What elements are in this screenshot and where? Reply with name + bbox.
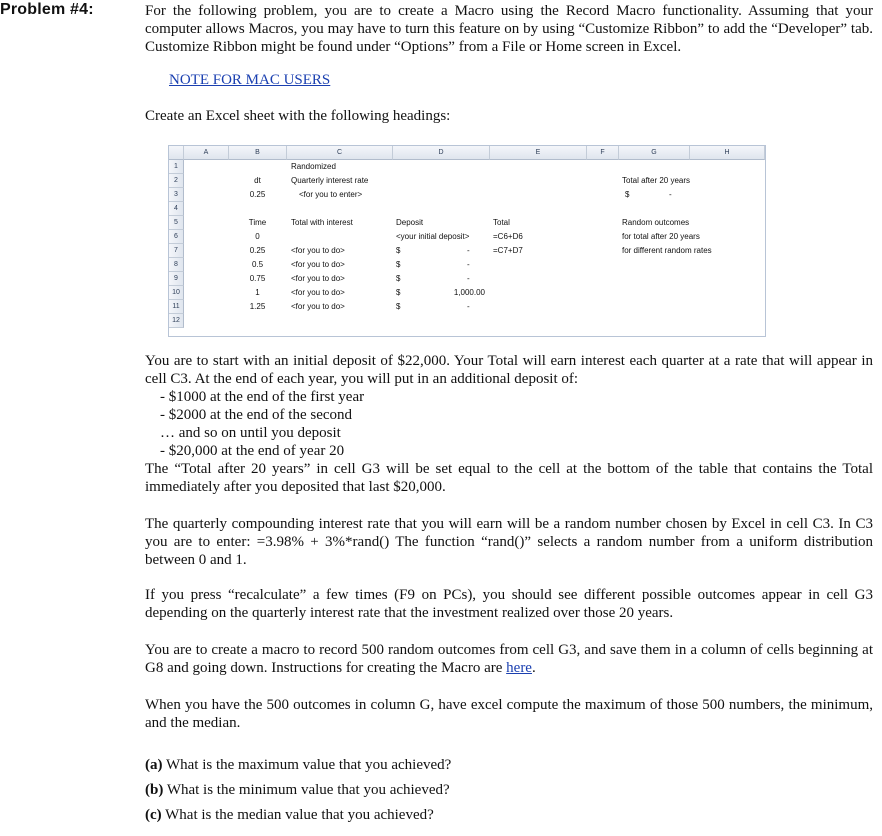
- cell-g2: Total after 20 years: [622, 176, 691, 185]
- cell-b5: Time: [248, 218, 267, 227]
- row-header: 11: [169, 300, 184, 314]
- paragraph-macro-instructions: [145, 641, 873, 677]
- question-b-text: What is the minimum value that you achieved?: [163, 782, 450, 798]
- cell-d6: <your initial deposit>: [396, 232, 470, 241]
- paragraph-interest-rate: The quarterly compounding interest rate that you will earn will be a random number chosen by Excel in cell C3. In C3 you are to enter: =3.98% + 3%*rand() The function “rand()” selects a random number from a uniform distribution between 0 and 1.: [145, 516, 873, 568]
- cell-b10: 1: [255, 288, 260, 297]
- note-for-mac-link-text[interactable]: NOTE FOR MAC USERS: [169, 72, 331, 88]
- here-link[interactable]: here: [506, 660, 532, 676]
- question-c-text: What is the median value that you achieved?: [161, 807, 434, 823]
- paragraph-compute-stats: When you have the 500 outcomes in column G, have excel compute the maximum of those 500 numbers, the minimum, and the median.: [145, 697, 873, 731]
- cell-b6: 0: [255, 232, 260, 241]
- cell-b8: 0.5: [251, 260, 264, 269]
- column-header-g: G: [619, 146, 690, 160]
- column-header-a: A: [184, 146, 229, 160]
- row-header: 12: [169, 314, 184, 328]
- cell-b2: dt: [254, 176, 261, 185]
- cell-d8-value: -: [467, 260, 470, 269]
- row-header: 5: [169, 216, 184, 230]
- excel-sheet-screenshot: [168, 145, 766, 337]
- cell-g6: for total after 20 years: [622, 232, 700, 241]
- row-header: 2: [169, 174, 184, 188]
- cell-b7: 0.25: [249, 246, 266, 255]
- column-header-f: F: [587, 146, 619, 160]
- sheet-corner: [169, 146, 184, 160]
- cell-c1: Randomized: [291, 162, 336, 171]
- question-b-label: (b): [145, 782, 164, 798]
- intro-paragraph: For the following problem, you are to create a Macro using the Record Macro functionality. Assuming that your computer allows Macros, you may have to turn this feature on by using “Customize Ribbon” to add the “Developer” tab. Customize Ribbon might be found under “Options” from a File or Home screen in Excel.: [145, 3, 873, 55]
- column-header-d: D: [393, 146, 490, 160]
- paragraph-total-after-20: The “Total after 20 years” in cell G3 will be set equal to the cell at the bottom of the table that contains the Total immediately after you deposited that last $20,000.: [145, 461, 873, 495]
- question-c: [145, 806, 434, 824]
- cell-d10-currency: $: [396, 288, 401, 297]
- cell-e7: =C7+D7: [493, 246, 523, 255]
- row-header: 10: [169, 286, 184, 300]
- paragraph-initial-deposit: You are to start with an initial deposit of $22,000. Your Total will earn interest each quarter at a rate that will appear in cell C3. At the end of each year, you will put in an additional deposit of:: [145, 353, 873, 387]
- row-header: 1: [169, 160, 184, 174]
- cell-d7-value: -: [467, 246, 470, 255]
- row-header: 3: [169, 188, 184, 202]
- column-header-b: B: [229, 146, 287, 160]
- cell-e5: Total: [493, 218, 510, 227]
- cell-g3-value: -: [669, 190, 672, 199]
- row-header: 4: [169, 202, 184, 216]
- cell-c8: <for you to do>: [291, 260, 345, 269]
- column-header-e: E: [490, 146, 587, 160]
- cell-d9-currency: $: [396, 274, 401, 283]
- cell-d8-currency: $: [396, 260, 401, 269]
- cell-c11: <for you to do>: [291, 302, 345, 311]
- deposit-list-item: - $2000 at the end of the second: [160, 407, 353, 423]
- create-sheet-instruction: Create an Excel sheet with the following headings:: [145, 108, 451, 124]
- question-b: [145, 781, 450, 799]
- cell-g5: Random outcomes: [622, 218, 690, 227]
- macro-instructions-end: .: [531, 660, 536, 676]
- cell-d9-value: -: [467, 274, 470, 283]
- paragraph-recalculate: If you press “recalculate” a few times (F9 on PCs), you should see different possible outcomes appear in cell G3 depending on the quarterly interest rate that the investment realized over those 20 years.: [145, 587, 873, 621]
- cell-c3: <for you to enter>: [299, 190, 363, 199]
- cell-b3: 0.25: [249, 190, 266, 199]
- cell-d11-value: -: [467, 302, 470, 311]
- cell-c10: <for you to do>: [291, 288, 345, 297]
- question-a-label: (a): [145, 757, 163, 773]
- question-a: [145, 756, 451, 774]
- cell-c5: Total with interest: [291, 218, 353, 227]
- deposit-list-item: - $1000 at the end of the first year: [160, 389, 365, 405]
- cell-d5: Deposit: [396, 218, 424, 227]
- cell-c2: Quarterly interest rate: [291, 176, 369, 185]
- note-for-mac-link[interactable]: [169, 72, 330, 89]
- column-header-c: C: [287, 146, 393, 160]
- row-header: 7: [169, 244, 184, 258]
- cell-c7: <for you to do>: [291, 246, 345, 255]
- row-header: 6: [169, 230, 184, 244]
- question-c-label: (c): [145, 807, 162, 823]
- cell-c9: <for you to do>: [291, 274, 345, 283]
- macro-instructions-text: You are to create a macro to record 500 random outcomes from cell G3, and save them in a column of cells beginning at G8 and going down. Instructions for creating the Macro are: [145, 642, 873, 676]
- cell-e6: =C6+D6: [493, 232, 523, 241]
- cell-d7-currency: $: [396, 246, 401, 255]
- column-header-h: H: [690, 146, 765, 160]
- cell-b9: 0.75: [249, 274, 266, 283]
- cell-d11-currency: $: [396, 302, 401, 311]
- cell-b11: 1.25: [249, 302, 266, 311]
- problem-title: Problem #4:: [0, 1, 94, 18]
- row-header: 8: [169, 258, 184, 272]
- row-header: 9: [169, 272, 184, 286]
- cell-d10-value: 1,000.00: [453, 288, 485, 297]
- deposit-list-item: … and so on until you deposit: [160, 425, 341, 441]
- cell-g7: for different random rates: [622, 246, 712, 255]
- cell-g3-currency: $: [625, 190, 630, 199]
- question-a-text: What is the maximum value that you achieved?: [162, 757, 452, 773]
- deposit-list-item: - $20,000 at the end of year 20: [160, 443, 345, 459]
